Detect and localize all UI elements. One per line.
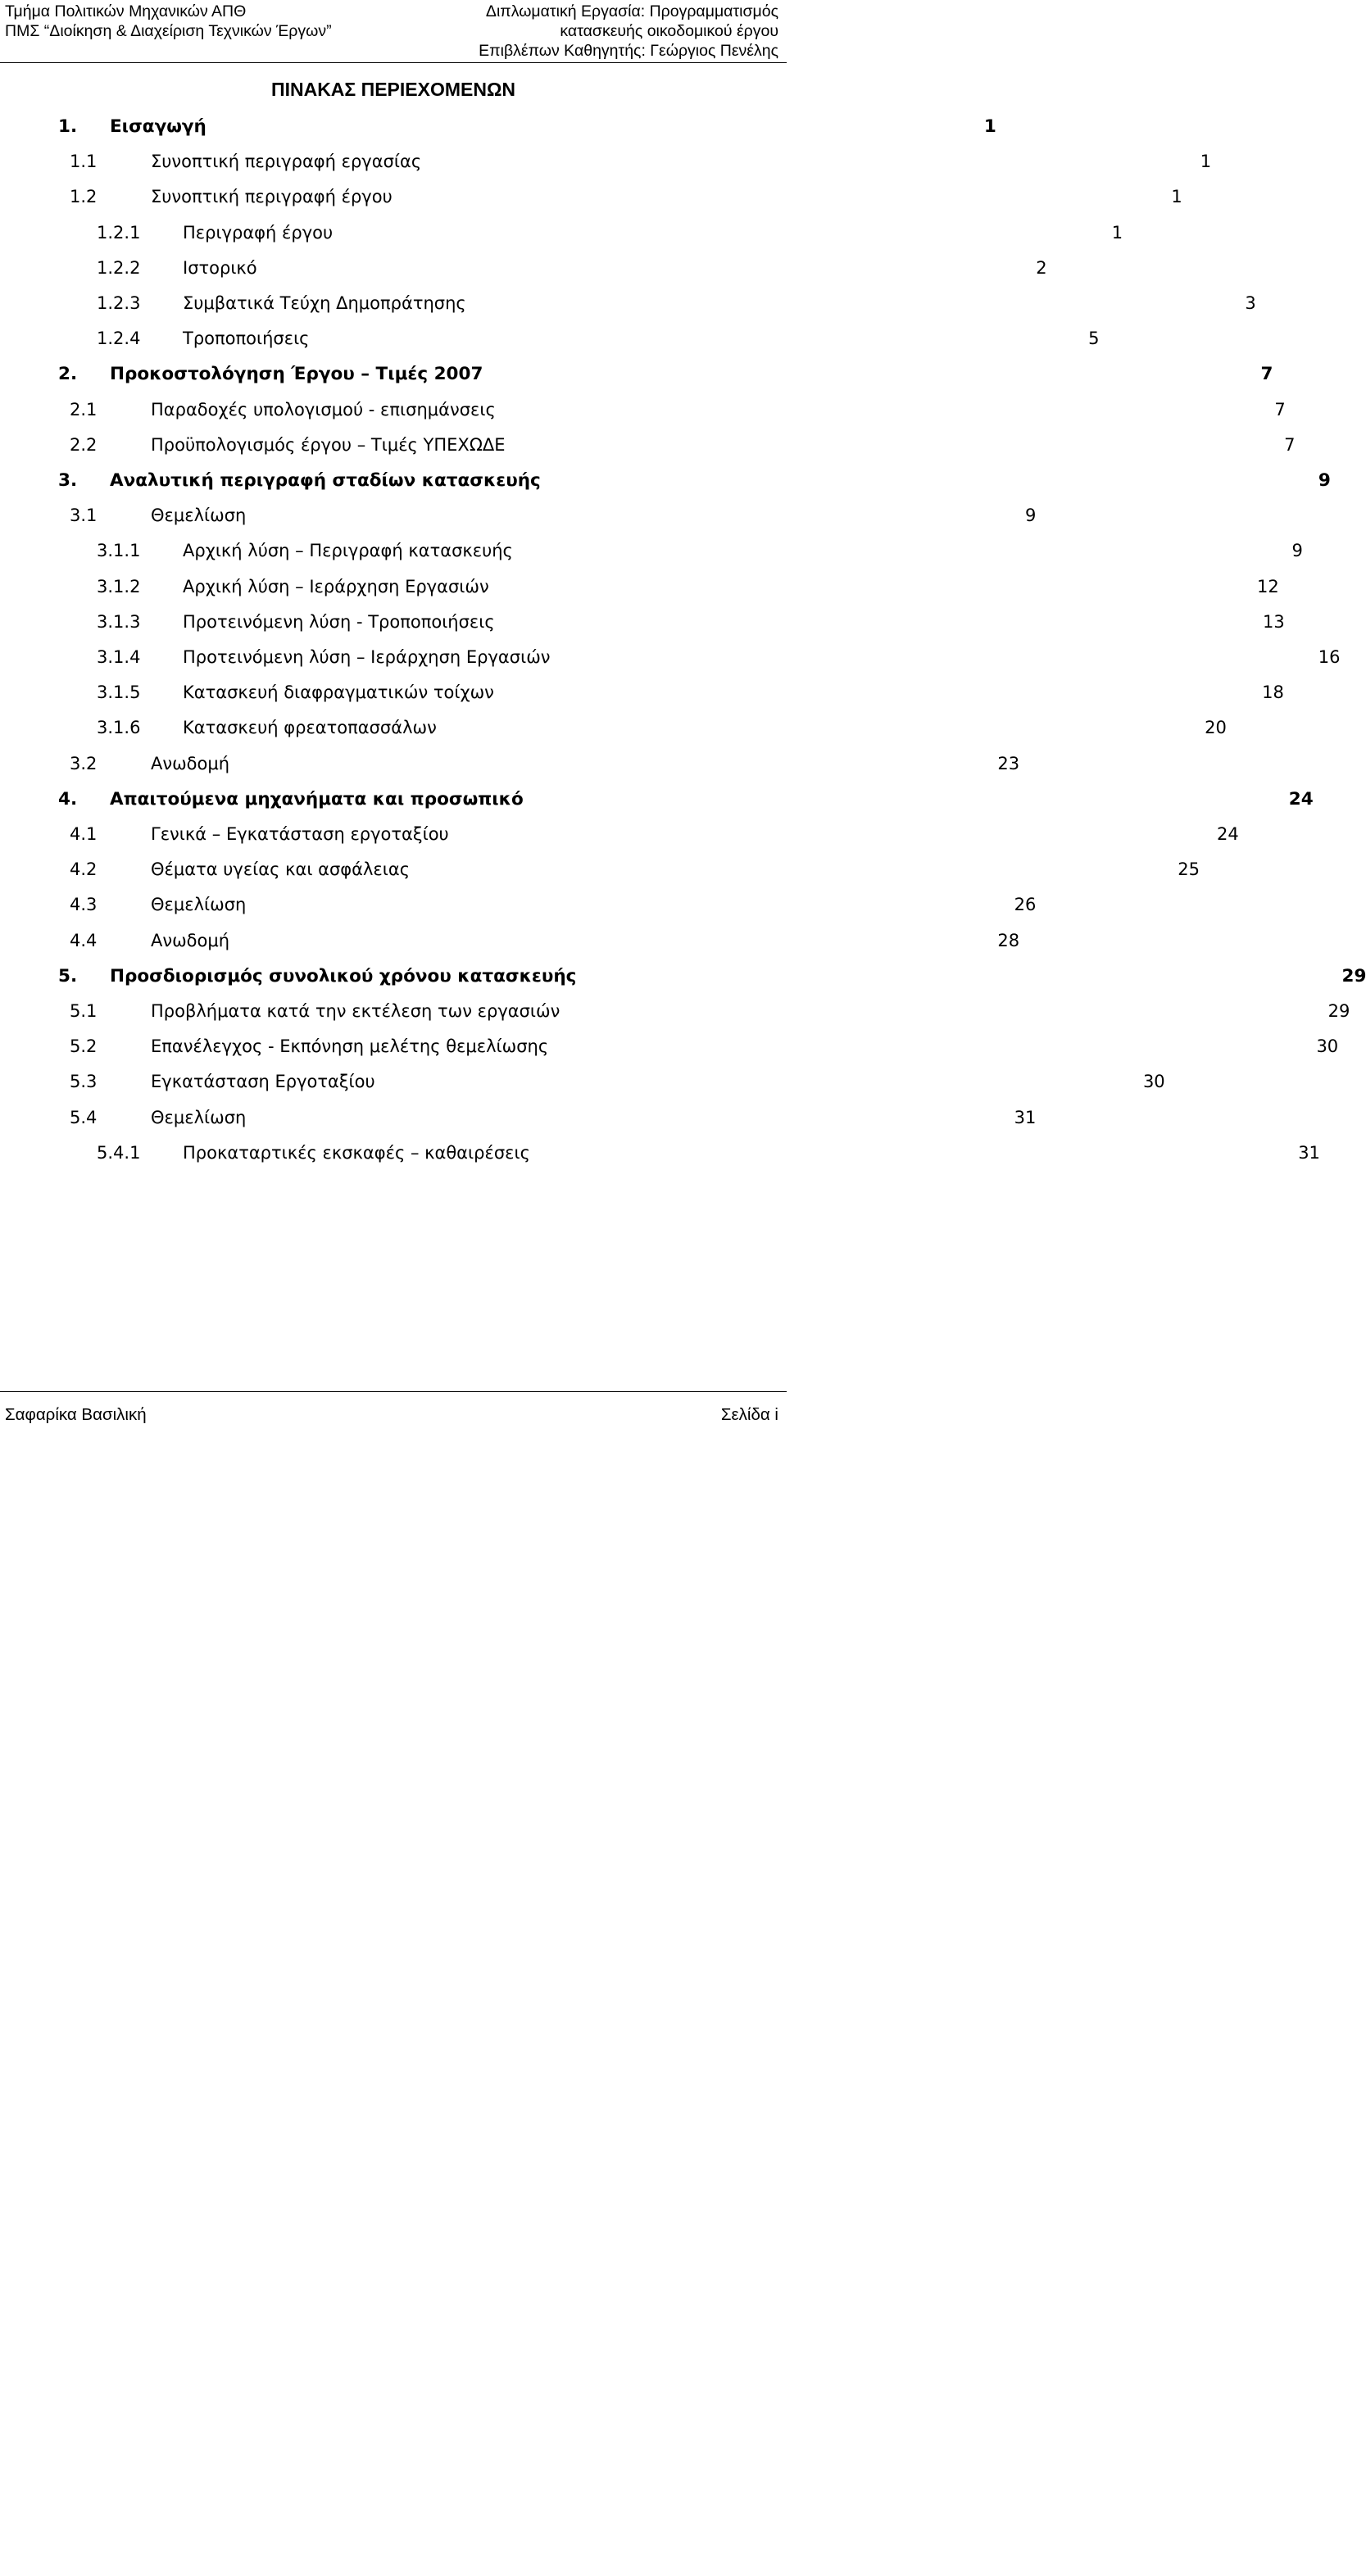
toc-entry-number: 3.1.1: [97, 541, 141, 561]
toc-entry-page: 3: [1245, 293, 1256, 313]
toc-entry[interactable]: [97, 647, 1341, 672]
toc-entry-number: 2.: [58, 364, 78, 385]
toc-entry-title: Εγκατάσταση Εργοταξίου: [151, 1072, 375, 1092]
toc-entry-page: 7: [1260, 364, 1273, 385]
toc-entry-title: Συμβατικά Τεύχη Δημοπράτησης: [183, 293, 466, 313]
page-header: [0, 0, 787, 64]
toc-entry-title: Προκοστολόγηση Έργου – Τιμές 2007: [110, 364, 483, 385]
toc-entry-title: Προϋπολογισμός έργου – Τιμές ΥΠΕΧΩΔΕ: [151, 434, 506, 455]
toc-entry-title: Προσδιορισμός συνολικού χρόνου κατασκευής: [110, 965, 577, 986]
toc-entry-title: Απαιτούμενα μηχανήματα και προσωπικό: [110, 788, 524, 810]
toc-entry[interactable]: [70, 399, 1286, 424]
toc-entry[interactable]: [97, 257, 1047, 283]
toc-entry[interactable]: [58, 116, 996, 141]
toc-entry-page: 18: [1262, 683, 1284, 703]
toc-entry[interactable]: [70, 859, 1200, 884]
toc-entry-title: Περιγραφή έργου: [183, 222, 334, 243]
toc-entry-number: 1.: [58, 116, 78, 137]
toc-entry-number: 2.2: [70, 434, 98, 455]
toc-entry-page: 29: [1327, 1001, 1350, 1021]
toc-entry[interactable]: [97, 329, 1100, 353]
toc-entry-page: 29: [1341, 965, 1366, 986]
header-right-line: κατασκευής οικοδομικού έργου: [560, 22, 778, 40]
toc-entry[interactable]: [70, 895, 1037, 919]
toc-entry[interactable]: [58, 788, 1314, 814]
header-right-line: Επιβλέπων Καθηγητής: Γεώργιος Πενέλης: [479, 42, 778, 60]
toc-entry[interactable]: [70, 1001, 1350, 1026]
toc-entry-number: 5.: [58, 965, 78, 986]
toc-entry-page: 30: [1316, 1036, 1339, 1057]
footer-rule: [0, 1391, 787, 1392]
toc-entry-page: 1: [1171, 187, 1182, 207]
toc-entry-page: 7: [1284, 434, 1296, 455]
toc-entry-title: Τροποποιήσεις: [183, 329, 310, 349]
toc-entry[interactable]: [70, 1036, 1339, 1061]
toc-entry-number: 2.1: [70, 399, 98, 420]
toc-entry-title: Προκαταρτικές εκσκαφές – καθαιρέσεις: [183, 1142, 530, 1163]
toc-entry[interactable]: [97, 683, 1284, 707]
toc-entry-title: Θεμελίωση: [151, 895, 247, 915]
toc-entry-page: 1: [983, 116, 996, 137]
toc-title: ΠΙΝΑΚΑΣ ΠΕΡΙΕΧΟΜΕΝΩΝ: [270, 79, 516, 100]
toc-entry-number: 4.1: [70, 824, 98, 844]
toc-entry-page: 9: [1291, 541, 1303, 561]
toc-entry-page: 12: [1257, 576, 1279, 596]
toc-entry[interactable]: [70, 930, 1020, 955]
toc-entry-number: 1.2.1: [97, 222, 141, 243]
toc-entry-page: 30: [1142, 1072, 1165, 1092]
toc-entry[interactable]: [70, 1072, 1165, 1096]
toc-entry-title: Συνοπτική περιγραφή έργου: [151, 187, 393, 207]
toc-entry-title: Θέματα υγείας και ασφάλειας: [151, 859, 411, 880]
header-left-line: Τμήμα Πολιτικών Μηχανικών ΑΠΘ: [5, 2, 247, 20]
toc-entry-title: Γενικά – Εγκατάσταση εργοταξίου: [151, 824, 449, 844]
toc-entry-title: Θεμελίωση: [151, 506, 247, 526]
toc-entry-page: 5: [1088, 329, 1100, 349]
toc-entry[interactable]: [70, 434, 1296, 460]
toc-entry-number: 1.2.3: [97, 293, 141, 313]
toc-entry-title: Αρχική λύση – Ιεράρχηση Εργασιών: [183, 576, 489, 596]
toc-entry-title: Κατασκευή φρεατοπασσάλων: [183, 718, 437, 738]
footer-author: Σαφαρίκα Βασιλική: [5, 1405, 147, 1424]
toc-entry-number: 5.4: [70, 1107, 98, 1127]
toc-entry-title: Προβλήματα κατά την εκτέλεση των εργασιών: [151, 1001, 560, 1021]
toc-entry-page: 24: [1288, 788, 1314, 810]
toc-entry[interactable]: [70, 506, 1037, 530]
toc-entry-number: 1.2: [70, 187, 98, 207]
toc-entry[interactable]: [70, 753, 1020, 778]
toc-entry-title: Επανέλεγχος - Εκπόνηση μελέτης θεμελίωσης: [151, 1036, 549, 1057]
toc-entry-number: 3.1.6: [97, 718, 141, 738]
toc-entry-page: 9: [1318, 470, 1331, 491]
header-rule: [0, 62, 787, 63]
toc-entry-number: 3.1.5: [97, 683, 141, 703]
toc-entry-title: Ιστορικό: [183, 257, 257, 278]
toc-entry-page: 2: [1036, 257, 1047, 278]
toc-entry[interactable]: [97, 222, 1123, 247]
toc-entry[interactable]: [58, 470, 1331, 495]
toc-entry-number: 5.3: [70, 1072, 98, 1092]
toc-entry-number: 3.: [58, 470, 78, 491]
toc-entry-number: 3.1.3: [97, 611, 141, 632]
toc-entry-title: Ανωδομή: [151, 753, 230, 773]
toc-entry[interactable]: [70, 824, 1239, 849]
toc-entry-page: 16: [1318, 647, 1341, 667]
page-footer: [0, 1385, 787, 1433]
toc-entry-number: 5.1: [70, 1001, 98, 1021]
toc-entry-number: 4.: [58, 788, 78, 810]
toc-entry-number: 4.2: [70, 859, 98, 880]
toc-entry[interactable]: [58, 364, 1273, 388]
toc-entry-page: 13: [1262, 611, 1285, 632]
toc-entry-title: Αρχική λύση – Περιγραφή κατασκευής: [183, 541, 513, 561]
toc-entry-page: 28: [997, 930, 1020, 950]
toc-entry-title: Συνοπτική περιγραφή εργασίας: [151, 152, 422, 172]
toc-entry[interactable]: [97, 1142, 1320, 1168]
toc-entry[interactable]: [97, 576, 1279, 601]
header-right: [479, 2, 778, 61]
toc-entry-title: Προτεινόμενη λύση - Τροποποιήσεις: [183, 611, 495, 632]
toc-entry-page: 1: [1200, 152, 1212, 172]
toc-entry-page: 1: [1111, 222, 1123, 243]
toc-entry-number: 1.2.4: [97, 329, 141, 349]
toc-entry-page: 26: [1014, 895, 1037, 915]
toc-entry[interactable]: [97, 611, 1285, 637]
toc-entry-page: 25: [1178, 859, 1200, 880]
toc-entry-title: Προτεινόμενη λύση – Ιεράρχηση Εργασιών: [183, 647, 551, 667]
toc-entry-number: 3.1: [70, 506, 98, 526]
toc-entry-title: Θεμελίωση: [151, 1107, 247, 1127]
toc-entry-page: 24: [1216, 824, 1239, 844]
toc-entry[interactable]: [70, 187, 1182, 211]
toc-entry[interactable]: [70, 152, 1212, 176]
toc-entry[interactable]: [97, 718, 1227, 742]
toc-entry-title: Κατασκευή διαφραγματικών τοίχων: [183, 683, 494, 703]
toc-entry[interactable]: [58, 965, 1366, 991]
toc-entry-page: 7: [1274, 399, 1286, 420]
footer-page-number: Σελίδα i: [720, 1405, 778, 1424]
toc-entry-page: 9: [1024, 506, 1037, 526]
toc-entry-title: Ανωδομή: [151, 930, 230, 950]
toc-entry-number: 5.4.1: [97, 1142, 141, 1163]
toc-entry[interactable]: [97, 541, 1303, 565]
toc-entry-page: 23: [997, 753, 1020, 773]
header-left: [5, 2, 332, 41]
header-right-line: Διπλωματική Εργασία: Προγραμματισμός: [485, 2, 778, 20]
toc-entry-number: 3.1.2: [97, 576, 141, 596]
toc-entry-number: 4.3: [70, 895, 98, 915]
toc-entry-number: 1.1: [70, 152, 98, 172]
toc-entry-page: 31: [1298, 1142, 1320, 1163]
toc-entry-page: 31: [1014, 1107, 1037, 1127]
header-left-line: ΠΜΣ “Διοίκηση & Διαχείριση Τεχνικών Έργων”: [5, 22, 332, 40]
toc-entry-page: 20: [1205, 718, 1227, 738]
toc-entry-number: 3.1.4: [97, 647, 141, 667]
toc-entry-number: 5.2: [70, 1036, 98, 1057]
toc-entry[interactable]: [70, 1107, 1037, 1132]
toc-entry-number: 4.4: [70, 930, 98, 950]
toc-entry-number: 1.2.2: [97, 257, 141, 278]
toc-entry-title: Εισαγωγή: [110, 116, 206, 137]
toc-entry-title: Αναλυτική περιγραφή σταδίων κατασκευής: [110, 470, 541, 491]
toc-entry[interactable]: [97, 293, 1256, 318]
toc-entry-number: 3.2: [70, 753, 98, 773]
toc-entry-title: Παραδοχές υπολογισμού - επισημάνσεις: [151, 399, 496, 420]
